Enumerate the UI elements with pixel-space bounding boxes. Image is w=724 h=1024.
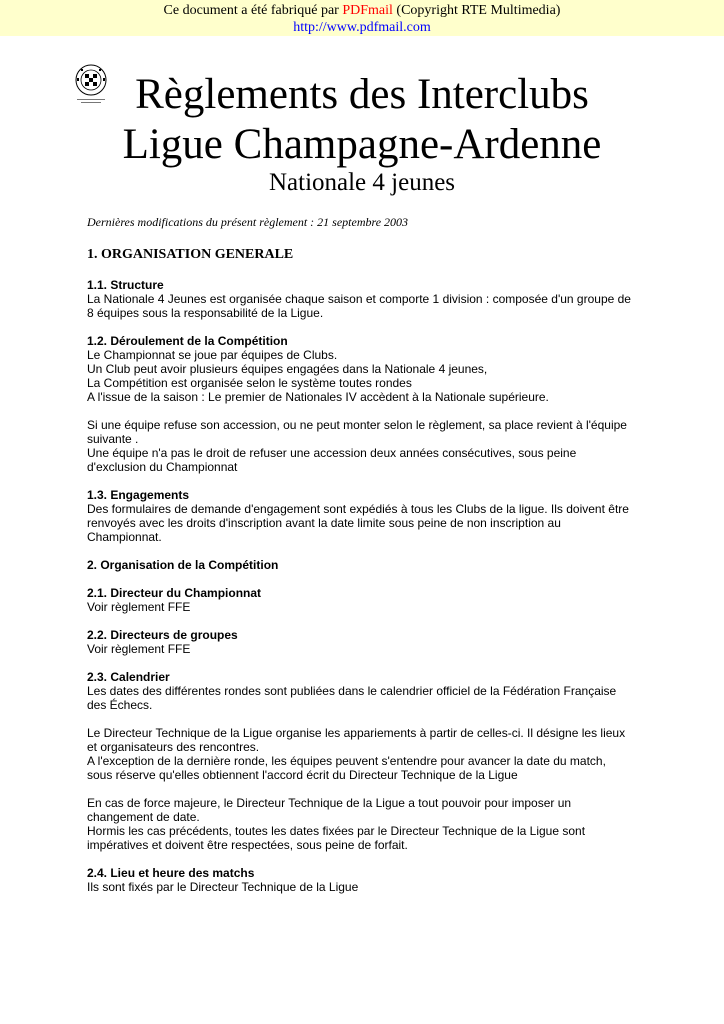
text-line: La Nationale 4 Jeunes est organisée chaque saison et comporte 1 division : composée d'un groupe de (87, 292, 631, 306)
banner-line (0, 0, 724, 19)
text-line: et organisateurs des rencontres. (87, 740, 260, 754)
section-heading-organisation-competition: 2. Organisation de la Compétition (87, 558, 279, 572)
heading-directeur-championnat: 2.1. Directeur du Championnat (87, 586, 262, 600)
pdfmail-brand: PDFmail (342, 3, 393, 18)
banner-suffix: (Copyright RTE Multimedia) (392, 3, 561, 18)
text-line: sous réserve qu'elles obtiennent l'accord écrit du Directeur Technique de la Ligue (87, 768, 518, 782)
text-line: En cas de force majeure, le Directeur Technique de la Ligue a tout pouvoir pour imposer un (87, 796, 572, 810)
text-line: Un Club peut avoir plusieurs équipes engagées dans la Nationale 4 jeunes, (87, 362, 488, 376)
text-line: Hormis les cas précédents, toutes les dates fixées par le Directeur Technique de la Ligue sont (87, 824, 586, 838)
banner-prefix: Ce document a été fabriqué par (163, 3, 343, 18)
heading-structure: 1.1. Structure (87, 278, 164, 292)
text-line: A l'issue de la saison : Le premier de Nationales IV accèdent à la Nationale supérieure. (87, 390, 549, 404)
pdfmail-banner (0, 0, 724, 36)
heading-calendrier: 2.3. Calendrier (87, 670, 170, 684)
text-line: 8 équipes sous la responsabilité de la Ligue. (87, 306, 324, 320)
text-line: Une équipe n'a pas le droit de refuser une accession deux années consécutives, sous peine (87, 446, 577, 460)
page-title-line1: Règlements des Interclubs (135, 71, 589, 118)
text-line: La Compétition est organisée selon le système toutes rondes (87, 376, 412, 390)
last-modified-note: Dernières modifications du présent règlement : 21 septembre 2003 (87, 215, 409, 229)
text-line: renvoyés avec les droits d'inscription avant la date limite sous peine de non inscription au (87, 516, 561, 530)
page-title-line2: Ligue Champagne-Ardenne (122, 121, 602, 168)
heading-deroulement: 1.2. Déroulement de la Compétition (87, 334, 288, 348)
text-line: Le Championnat se joue par équipes de Clubs. (87, 348, 338, 362)
section-heading-organisation-generale: 1. ORGANISATION GENERALE (87, 247, 294, 262)
heading-engagements: 1.3. Engagements (87, 488, 190, 502)
text-line: Des formulaires de demande d'engagement sont expédiés à tous les Clubs de la ligue. Ils doivent être (87, 502, 629, 516)
heading-directeurs-groupes: 2.2. Directeurs de groupes (87, 628, 238, 642)
text-line: Ils sont fixés par le Directeur Technique de la Ligue (87, 880, 359, 894)
pdfmail-link[interactable]: http://www.pdfmail.com (293, 20, 431, 35)
text-line: des Échecs. (87, 698, 153, 712)
page-subtitle: Nationale 4 jeunes (268, 169, 456, 196)
text-line: Si une équipe refuse son accession, ou ne peut monter selon le règlement, sa place revient à l'équipe (87, 418, 627, 432)
text-line: Le Directeur Technique de la Ligue organise les appariements à partir de celles-ci. Il désigne les lieux (87, 726, 626, 740)
text-line: Les dates des différentes rondes sont publiées dans le calendrier officiel de la Fédération Française (87, 684, 617, 698)
text-line: changement de date. (87, 810, 200, 824)
text-line: impératives et doivent être respectées, sous peine de forfait. (87, 838, 408, 852)
text-line: Voir règlement FFE (87, 600, 191, 614)
heading-lieu-heure: 2.4. Lieu et heure des matchs (87, 866, 255, 880)
text-line: d'exclusion du Championnat (87, 460, 238, 474)
text-line: Championnat. (87, 530, 162, 544)
text-line: Voir règlement FFE (87, 642, 191, 656)
text-line: suivante . (87, 432, 139, 446)
regulations-body (87, 246, 647, 894)
text-line: A l'exception de la dernière ronde, les équipes peuvent s'entendre pour avancer la date du match, (87, 754, 606, 768)
